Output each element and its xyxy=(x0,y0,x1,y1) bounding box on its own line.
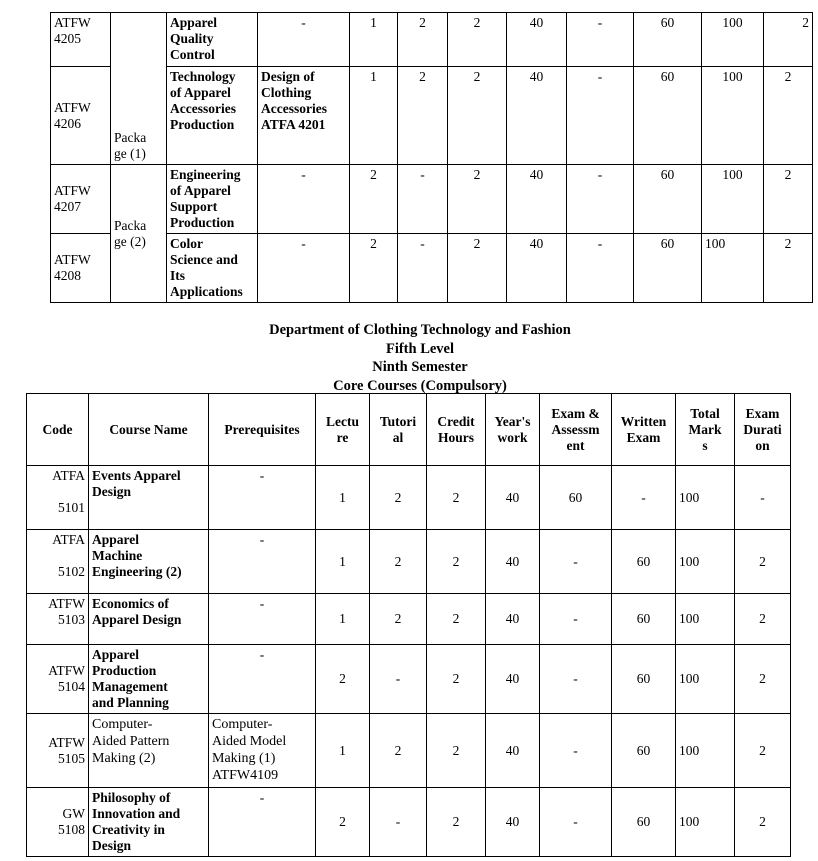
written-exam: 60 xyxy=(634,13,702,67)
level-title: Fifth Level xyxy=(385,340,455,357)
header-exam-assessment: Exam & Assessm ent xyxy=(540,394,612,466)
section-title: Core Courses (Compulsory) xyxy=(333,377,507,394)
prerequisite: Computer- Aided Model Making (1) ATFW4109 xyxy=(209,714,316,788)
years-work: 40 xyxy=(486,788,540,857)
exam-duration: - xyxy=(735,466,791,530)
credit-hours: 2 xyxy=(427,530,486,594)
written-exam: - xyxy=(612,466,676,530)
prerequisite: - xyxy=(258,234,350,303)
course-code: ATFA 5101 xyxy=(27,466,89,530)
package-label: Packa ge (2) xyxy=(111,165,167,303)
years-work: 40 xyxy=(507,67,567,165)
prerequisite: - xyxy=(209,594,316,645)
years-work: 40 xyxy=(507,13,567,67)
table-row xyxy=(27,645,791,714)
lecture-hours: 2 xyxy=(316,645,370,714)
course-code: ATFW 4207 xyxy=(51,165,111,234)
exam-duration: 2 xyxy=(735,594,791,645)
exam-duration: 2 xyxy=(764,234,813,303)
exam-assessment: - xyxy=(540,530,612,594)
prerequisite: - xyxy=(209,466,316,530)
course-name: Computer- Aided Pattern Making (2) xyxy=(89,714,209,788)
package-label: Packa ge (1) xyxy=(111,13,167,165)
table-row xyxy=(51,13,813,67)
credit-hours: 2 xyxy=(448,165,507,234)
course-code: ATFA 5102 xyxy=(27,530,89,594)
total-marks: 100 xyxy=(676,594,735,645)
tutorial-hours: 2 xyxy=(370,714,427,788)
course-name: Technology of Apparel Accessories Production xyxy=(167,67,258,165)
total-marks: 100 xyxy=(702,165,764,234)
prerequisite: - xyxy=(258,165,350,234)
tutorial-hours: - xyxy=(398,165,448,234)
years-work: 40 xyxy=(486,594,540,645)
credit-hours: 2 xyxy=(427,788,486,857)
credit-hours: 2 xyxy=(448,13,507,67)
total-marks: 100 xyxy=(702,234,764,303)
lecture-hours: 1 xyxy=(316,594,370,645)
header-exam-duration: Exam Durati on xyxy=(735,394,791,466)
header-total-marks: Total Mark s xyxy=(676,394,735,466)
table-row xyxy=(27,594,791,645)
lecture-hours: 2 xyxy=(316,788,370,857)
total-marks: 100 xyxy=(676,788,735,857)
written-exam: 60 xyxy=(634,67,702,165)
header-prerequisites: Prerequisites xyxy=(209,394,316,466)
course-code: GW 5108 xyxy=(27,788,89,857)
header-credit-hours: Credit Hours xyxy=(427,394,486,466)
years-work: 40 xyxy=(486,714,540,788)
years-work: 40 xyxy=(486,466,540,530)
exam-duration: 2 xyxy=(735,788,791,857)
total-marks: 100 xyxy=(676,530,735,594)
exam-assessment: - xyxy=(540,714,612,788)
table-header-row xyxy=(27,394,791,466)
prerequisite: - xyxy=(209,530,316,594)
exam-duration: 2 xyxy=(735,530,791,594)
exam-assessment: - xyxy=(540,645,612,714)
lecture-hours: 1 xyxy=(316,530,370,594)
exam-assessment: - xyxy=(567,165,634,234)
course-code: ATFW 4206 xyxy=(51,67,111,165)
course-code: ATFW 4208 xyxy=(51,234,111,303)
package-courses-table xyxy=(50,12,813,303)
course-code: ATFW 5105 xyxy=(27,714,89,788)
exam-assessment: - xyxy=(540,788,612,857)
exam-assessment: - xyxy=(567,234,634,303)
course-name: Apparel Machine Engineering (2) xyxy=(89,530,209,594)
table-row xyxy=(51,165,813,234)
header-years-work: Year's work xyxy=(486,394,540,466)
total-marks: 100 xyxy=(676,714,735,788)
course-code: ATFW 4205 xyxy=(51,13,111,67)
written-exam: 60 xyxy=(612,645,676,714)
exam-assessment: - xyxy=(567,67,634,165)
course-name: Economics of Apparel Design xyxy=(89,594,209,645)
tutorial-hours: - xyxy=(370,645,427,714)
credit-hours: 2 xyxy=(427,466,486,530)
exam-assessment: - xyxy=(567,13,634,67)
header-course-name: Course Name xyxy=(89,394,209,466)
course-name: Apparel Quality Control xyxy=(167,13,258,67)
header-code: Code xyxy=(27,394,89,466)
written-exam: 60 xyxy=(634,234,702,303)
written-exam: 60 xyxy=(612,594,676,645)
written-exam: 60 xyxy=(634,165,702,234)
prerequisite: - xyxy=(209,788,316,857)
table-row xyxy=(27,530,791,594)
exam-assessment: - xyxy=(540,594,612,645)
credit-hours: 2 xyxy=(427,645,486,714)
tutorial-hours: - xyxy=(370,788,427,857)
years-work: 40 xyxy=(507,234,567,303)
core-courses-table xyxy=(26,393,791,857)
exam-duration: 2 xyxy=(764,67,813,165)
tutorial-hours: 2 xyxy=(398,67,448,165)
table-row xyxy=(27,788,791,857)
exam-duration: 2 xyxy=(735,714,791,788)
tutorial-hours: 2 xyxy=(398,13,448,67)
course-name: Engineering of Apparel Support Production xyxy=(167,165,258,234)
exam-assessment: 60 xyxy=(540,466,612,530)
course-name: Events Apparel Design xyxy=(89,466,209,530)
credit-hours: 2 xyxy=(448,234,507,303)
prerequisite: - xyxy=(258,13,350,67)
tutorial-hours: 2 xyxy=(370,530,427,594)
credit-hours: 2 xyxy=(448,67,507,165)
total-marks: 100 xyxy=(702,13,764,67)
written-exam: 60 xyxy=(612,788,676,857)
years-work: 40 xyxy=(507,165,567,234)
exam-duration: 2 xyxy=(764,165,813,234)
written-exam: 60 xyxy=(612,714,676,788)
lecture-hours: 1 xyxy=(316,714,370,788)
lecture-hours: 1 xyxy=(350,67,398,165)
prerequisite: - xyxy=(209,645,316,714)
prerequisite: Design of Clothing Accessories ATFA 4201 xyxy=(258,67,350,165)
table-row xyxy=(27,714,791,788)
tutorial-hours: 2 xyxy=(370,466,427,530)
course-name: Philosophy of Innovation and Creativity in Design xyxy=(89,788,209,857)
header-written-exam: Written Exam xyxy=(612,394,676,466)
header-tutorial: Tutori al xyxy=(370,394,427,466)
lecture-hours: 2 xyxy=(350,234,398,303)
tutorial-hours: 2 xyxy=(370,594,427,645)
tutorial-hours: - xyxy=(398,234,448,303)
years-work: 40 xyxy=(486,530,540,594)
course-code: ATFW 5104 xyxy=(27,645,89,714)
semester-title: Ninth Semester xyxy=(372,359,468,375)
header-lecture: Lectu re xyxy=(316,394,370,466)
exam-duration: 2 xyxy=(764,13,813,67)
years-work: 40 xyxy=(486,645,540,714)
exam-duration: 2 xyxy=(735,645,791,714)
course-name: Apparel Production Management and Planning xyxy=(89,645,209,714)
department-title: Department of Clothing Technology and Fashion xyxy=(269,322,571,338)
total-marks: 100 xyxy=(676,645,735,714)
table-row xyxy=(27,466,791,530)
total-marks: 100 xyxy=(676,466,735,530)
lecture-hours: 1 xyxy=(350,13,398,67)
credit-hours: 2 xyxy=(427,594,486,645)
course-code: ATFW 5103 xyxy=(27,594,89,645)
total-marks: 100 xyxy=(702,67,764,165)
course-name: Color Science and Its Applications xyxy=(167,234,258,303)
lecture-hours: 1 xyxy=(316,466,370,530)
lecture-hours: 2 xyxy=(350,165,398,234)
credit-hours: 2 xyxy=(427,714,486,788)
written-exam: 60 xyxy=(612,530,676,594)
